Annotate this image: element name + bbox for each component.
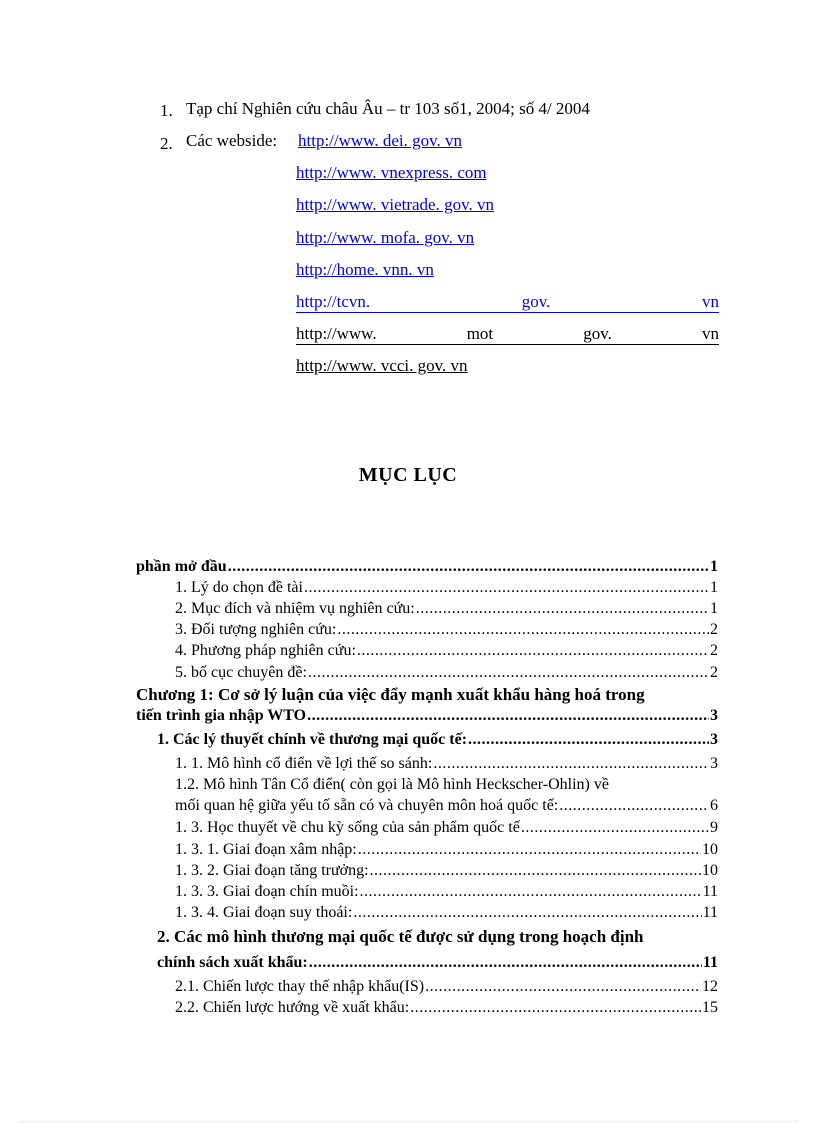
toc-entry[interactable] xyxy=(175,600,718,618)
toc-entry[interactable] xyxy=(175,999,718,1017)
toc-entry-label: 3. Đối tượng nghiên cứu: xyxy=(175,621,337,638)
toc-entry-page: 3 xyxy=(710,755,718,772)
ref-text-1: Tạp chí Nghiên cứu châu Âu – tr 103 số1, 2004; số 4/ 2004 xyxy=(186,99,590,118)
link-mofa[interactable]: http://www. mofa. gov. vn xyxy=(296,228,475,247)
toc-entry-label: 1. 1. Mô hình cổ điển về lợi thế so sánh: xyxy=(175,755,433,772)
toc-entry-page: 1 xyxy=(710,558,718,575)
toc-entry-page: 3 xyxy=(710,707,718,724)
toc-entry[interactable] xyxy=(157,954,718,972)
ref-number-1: 1. xyxy=(160,101,173,120)
toc-entry[interactable] xyxy=(136,558,718,576)
toc-entry-page: 3 xyxy=(710,731,718,748)
link-vcci[interactable]: http://www. vcci. gov. vn xyxy=(296,356,468,375)
toc-section-heading xyxy=(157,927,718,947)
toc-leader xyxy=(425,978,701,996)
ref-label-websites: Các webside: xyxy=(186,131,278,150)
toc-entry-label: 2.2. Chiến lược hướng về xuất khẩu: xyxy=(175,999,410,1016)
link-tcvn-part-2: gov. xyxy=(521,292,551,311)
toc-entry-page: 10 xyxy=(702,841,718,858)
toc-entry-label: 2.1. Chiến lược thay thế nhập khẩu(IS) xyxy=(175,978,425,995)
toc-entry-label: 2. Mục đích và nhiệm vụ nghiên cứu: xyxy=(175,600,415,617)
toc-entry-line xyxy=(175,776,718,794)
toc-entry[interactable] xyxy=(175,862,718,880)
toc-entry-page: 11 xyxy=(702,954,718,971)
toc-entry-page: 2 xyxy=(710,621,718,638)
link-tcvn-part-3: vn xyxy=(701,292,719,311)
toc-entry-label: 4. Phương pháp nghiên cứu: xyxy=(175,642,356,659)
toc-entry-page: 9 xyxy=(710,819,718,836)
toc-leader xyxy=(309,954,702,972)
toc-entry[interactable] xyxy=(157,731,718,749)
toc-entry-label: Chương 1: Cơ sở lý luận của việc đẩy mạnh xuất khẩu hàng hoá trong xyxy=(136,685,645,704)
toc-entry-label: 1. 3. Học thuyết về chu kỳ sống của sản phẩm quốc tế xyxy=(175,819,520,836)
toc-entry[interactable] xyxy=(175,755,718,773)
toc-leader xyxy=(410,999,701,1017)
toc-title: MỤC LỤC xyxy=(358,464,458,486)
link-dei[interactable]: http://www. dei. gov. vn xyxy=(298,131,463,150)
toc-leader xyxy=(468,731,709,749)
toc-entry-page: 1 xyxy=(710,579,718,596)
toc-leader xyxy=(360,883,702,901)
toc-leader xyxy=(559,797,709,815)
ref-number-2: 2. xyxy=(160,134,173,153)
toc-entry-label: 1. 3. 2. Giai đoạn tăng trưởng: xyxy=(175,862,369,879)
toc-entry-page: 15 xyxy=(702,999,718,1016)
toc-entry-label: phần mở đầu xyxy=(136,558,227,575)
toc-leader xyxy=(308,664,709,682)
toc-entry[interactable] xyxy=(175,883,718,901)
toc-entry[interactable] xyxy=(175,797,718,815)
toc-entry[interactable] xyxy=(175,642,718,660)
toc-leader xyxy=(337,621,709,639)
toc-leader xyxy=(304,579,709,597)
toc-entry[interactable] xyxy=(175,621,718,639)
toc-entry-label: 2. Các mô hình thương mại quốc tế được sử dụng trong hoạch định xyxy=(157,927,644,946)
toc-leader xyxy=(357,642,709,660)
toc-entry-label: 1. 3. 4. Giai đoạn suy thoái: xyxy=(175,904,353,921)
link-vnn[interactable]: http://home. vnn. vn xyxy=(296,260,434,279)
link-vnexpress[interactable]: http://www. vnexpress. com xyxy=(296,163,487,182)
toc-leader xyxy=(228,558,709,576)
toc-leader xyxy=(358,841,701,859)
toc-entry-page: 2 xyxy=(710,664,718,681)
toc-entry-page: 11 xyxy=(702,883,718,900)
toc-entry-label: 1. 3. 1. Giai đoạn xâm nhập: xyxy=(175,841,357,858)
toc-leader xyxy=(370,862,701,880)
toc-leader xyxy=(353,904,701,922)
toc-entry-label: chính sách xuất khẩu: xyxy=(157,954,308,971)
toc-entry-label: tiến trình gia nhập WTO xyxy=(136,707,307,724)
toc-entry[interactable] xyxy=(175,579,718,597)
toc-entry[interactable] xyxy=(175,978,718,996)
link-mot-part-2: mot xyxy=(466,324,494,343)
toc-entry-page: 11 xyxy=(702,904,718,921)
toc-leader xyxy=(416,600,709,618)
toc-entry-page: 2 xyxy=(710,642,718,659)
toc-entry-label: 1. Lý do chọn đề tài xyxy=(175,579,303,596)
toc-leader xyxy=(433,755,709,773)
toc-entry-label: 1. Các lý thuyết chính về thương mại quốc tế: xyxy=(157,731,468,748)
toc-entry-label: 1. 3. 3. Giai đoạn chín muồi: xyxy=(175,883,359,900)
toc-entry-label: 5. bố cục chuyên đề: xyxy=(175,664,307,681)
toc-entry[interactable] xyxy=(175,904,718,922)
link-tcvn-part-1: http://tcvn. xyxy=(296,292,371,311)
toc-entry-label: mối quan hệ giữa yếu tố sẵn có và chuyên môn hoá quốc tế: xyxy=(175,797,559,814)
toc-entry[interactable] xyxy=(175,664,718,682)
link-vietrade[interactable]: http://www. vietrade. gov. vn xyxy=(296,195,494,214)
toc-entry[interactable] xyxy=(136,707,718,725)
toc-entry[interactable] xyxy=(175,841,718,859)
toc-entry-page: 1 xyxy=(710,600,718,617)
link-mot-part-3: gov. xyxy=(583,324,612,343)
toc-chapter-heading xyxy=(136,685,718,705)
toc-leader xyxy=(521,819,709,837)
toc-entry[interactable] xyxy=(175,819,718,837)
link-mot-part-4: vn xyxy=(701,324,719,343)
toc-entry-page: 6 xyxy=(710,797,718,814)
toc-leader xyxy=(307,707,709,725)
toc-entry-page: 12 xyxy=(702,978,718,995)
toc-entry-page: 10 xyxy=(702,862,718,879)
link-mot-part-1: http://www. xyxy=(296,324,377,343)
toc-entry-label: 1.2. Mô hình Tân Cổ điển( còn gọi là Mô hình Heckscher-Ohlin) về xyxy=(175,776,609,793)
